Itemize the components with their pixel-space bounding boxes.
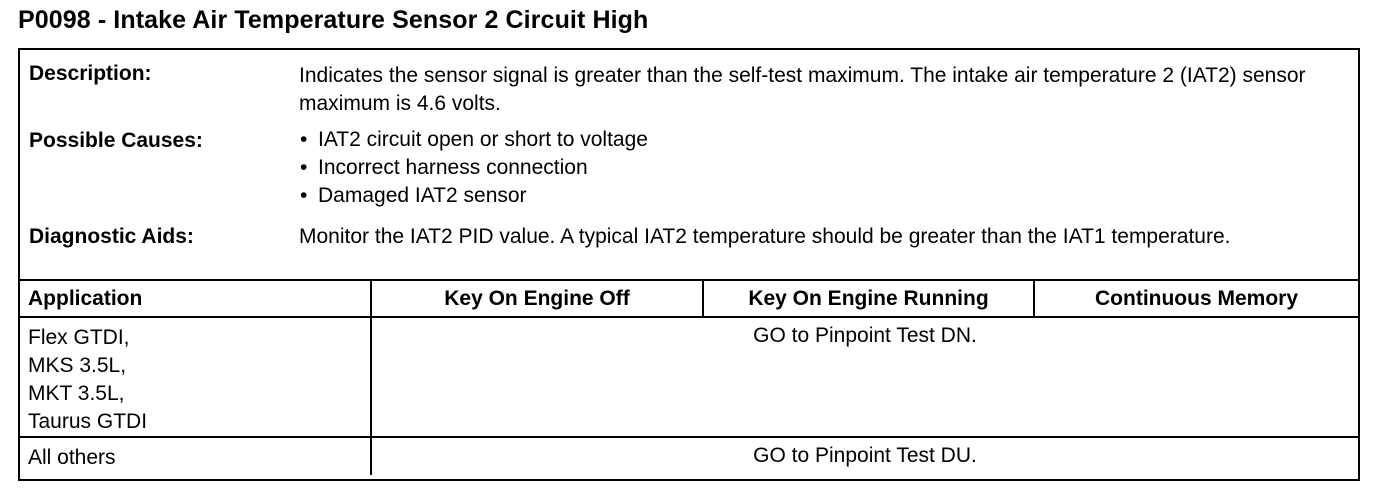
table-header-row: [20, 280, 1358, 317]
application-line: Taurus GTDI: [28, 410, 148, 433]
application-cell: [20, 437, 371, 475]
cause-item: • IAT2 circuit open or short to voltage: [299, 126, 1349, 154]
diagnostic-aids-text: Monitor the IAT2 PID value. A typical IAT2 temperature should be greater than the IAT1 temperature.: [299, 225, 1231, 248]
causes-list: [299, 126, 1349, 210]
action-cell: GO to Pinpoint Test DU.: [371, 437, 1358, 475]
application-table: [20, 279, 1358, 475]
info-block: [20, 50, 1358, 281]
possible-causes: [299, 126, 1349, 210]
page-title: P0098 - Intake Air Temperature Sensor 2 Circuit High: [18, 6, 649, 34]
description-text: Indicates the sensor signal is greater than the self-test maximum. The intake air temperature 2 (IAT2) sensor maximum is 4.6 volts.: [299, 64, 1306, 115]
column-header-koer: Key On Engine Running: [703, 280, 1034, 317]
table-row: [20, 437, 1358, 475]
action-cell: GO to Pinpoint Test DN.: [371, 317, 1358, 437]
description-label: Description:: [29, 62, 152, 85]
application-cell: [20, 317, 371, 437]
column-header-koeo: Key On Engine Off: [371, 280, 703, 317]
column-header-continuous-memory: Continuous Memory: [1034, 280, 1358, 317]
diagnostic-aids-label: Diagnostic Aids:: [29, 225, 194, 248]
possible-causes-label: Possible Causes:: [29, 129, 203, 152]
application-line: MKT 3.5L,: [28, 382, 125, 405]
cause-item: • Damaged IAT2 sensor: [299, 182, 1349, 210]
column-header-application: Application: [20, 280, 371, 317]
application-line: MKS 3.5L,: [28, 354, 127, 377]
table-row: [20, 317, 1358, 437]
dtc-table: [18, 48, 1360, 481]
application-line: All others: [28, 446, 116, 469]
application-line: Flex GTDI,: [28, 326, 130, 349]
cause-item: • Incorrect harness connection: [299, 154, 1349, 182]
